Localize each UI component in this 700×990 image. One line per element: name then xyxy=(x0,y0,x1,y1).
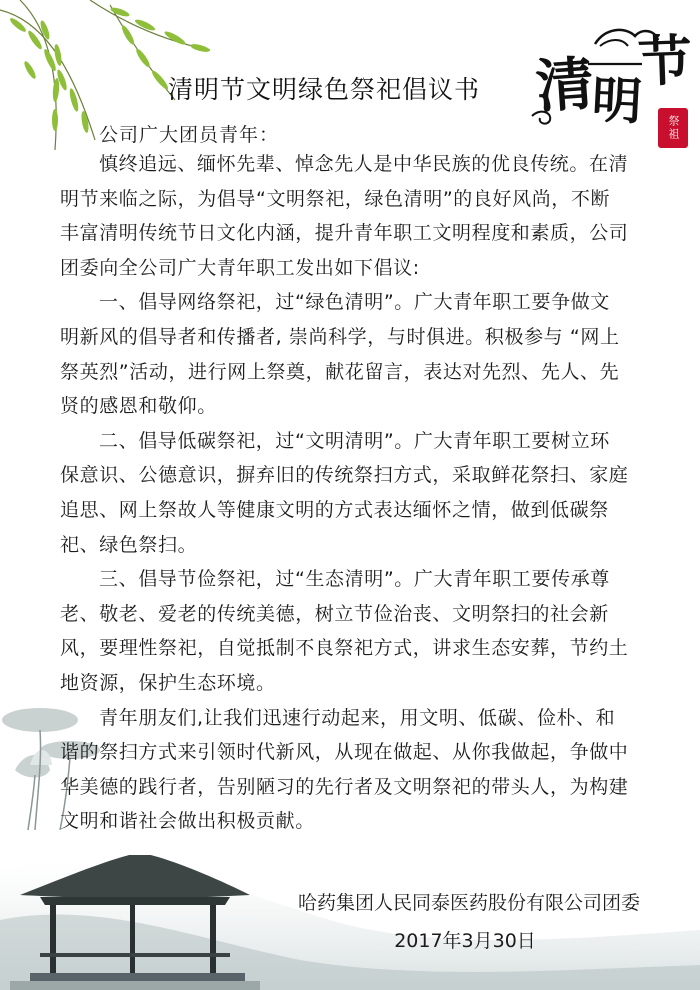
pavilion-icon xyxy=(10,855,260,990)
text-line: 团委向全公司广大青年职工发出如下倡议: xyxy=(60,256,420,279)
text-line: 保意识、公德意识，摒弃旧的传统祭扫方式，采取鲜花祭扫、家庭 xyxy=(60,464,629,487)
text-line: 丰富清明传统节日文化内涵，提升青年职工文明程度和素质，公司 xyxy=(60,222,629,245)
text-line: 青年朋友们,让我们迅速行动起来，用文明、低碳、俭朴、和 xyxy=(99,706,616,729)
salutation: 公司广大团员青年： xyxy=(99,124,280,146)
logo-char-jie: 节 xyxy=(636,28,694,94)
paragraph-proposal-3 xyxy=(60,562,648,700)
qingming-calligraphy-logo xyxy=(530,20,695,145)
logo-char-qing: 清 xyxy=(533,49,597,121)
text-line: 谐的祭扫方式来引领时代新风，从现在做起、从你我做起，争做中 xyxy=(60,741,629,764)
text-line: 二、倡导低碳祭祀，过“文明清明”。广大青年职工要树立环 xyxy=(99,429,610,452)
text-line: 地资源，保护生态环境。 xyxy=(60,671,276,694)
text-line: 三、倡导节俭祭祀，过“生态清明”。广大青年职工要传承尊 xyxy=(99,568,610,591)
text-line: 追思、网上祭故人等健康文明的方式表达缅怀之情，做到低碳祭 xyxy=(60,498,609,521)
seal-stamp-icon: 祭祖 xyxy=(658,108,688,148)
text-line: 慎终追远、缅怀先辈、悼念先人是中华民族的优良传统。在清 xyxy=(99,153,629,175)
proposal-body xyxy=(60,147,648,839)
paragraph-proposal-2 xyxy=(60,424,648,562)
page-title: 清明节文明绿色祭祀倡议书 xyxy=(168,75,481,104)
logo-char-ming: 明 xyxy=(590,69,644,132)
signature: 哈药集团人民同泰医药股份有限公司团委 xyxy=(297,892,640,914)
text-line: 老、敬老、爱老的传统美德，树立节俭治丧、文明祭扫的社会新 xyxy=(60,602,609,625)
text-line: 贤的感恩和敬仰。 xyxy=(60,395,217,418)
paragraph-closing xyxy=(60,701,648,839)
text-line: 一、倡导网络祭祀，过“绿色清明”。广大青年职工要争做文 xyxy=(99,291,610,314)
text-line: 华美德的践行者，告别陋习的先行者及文明祭祀的带头人，为构建 xyxy=(60,775,629,798)
text-line: 风，要理性祭祀，自觉抵制不良祭祀方式，讲求生态安葬，节约土 xyxy=(60,637,629,660)
text-line: 明新风的倡导者和传播者, 崇尚科学，与时俱进。积极参与 “网上 xyxy=(60,325,620,348)
date: 2017年3月30日 xyxy=(394,930,536,952)
text-line: 明节来临之际，为倡导“文明祭祀，绿色清明”的良好风尚，不断 xyxy=(60,187,611,210)
text-line: 祭英烈”活动，进行网上祭奠，献花留言，表达对先烈、先人、先 xyxy=(60,360,620,383)
paragraph-intro xyxy=(60,147,648,285)
text-line: 祀、绿色祭扫。 xyxy=(60,533,198,556)
text-line: 文明和谐社会做出积极贡献。 xyxy=(60,810,315,833)
paragraph-proposal-1 xyxy=(60,285,648,423)
